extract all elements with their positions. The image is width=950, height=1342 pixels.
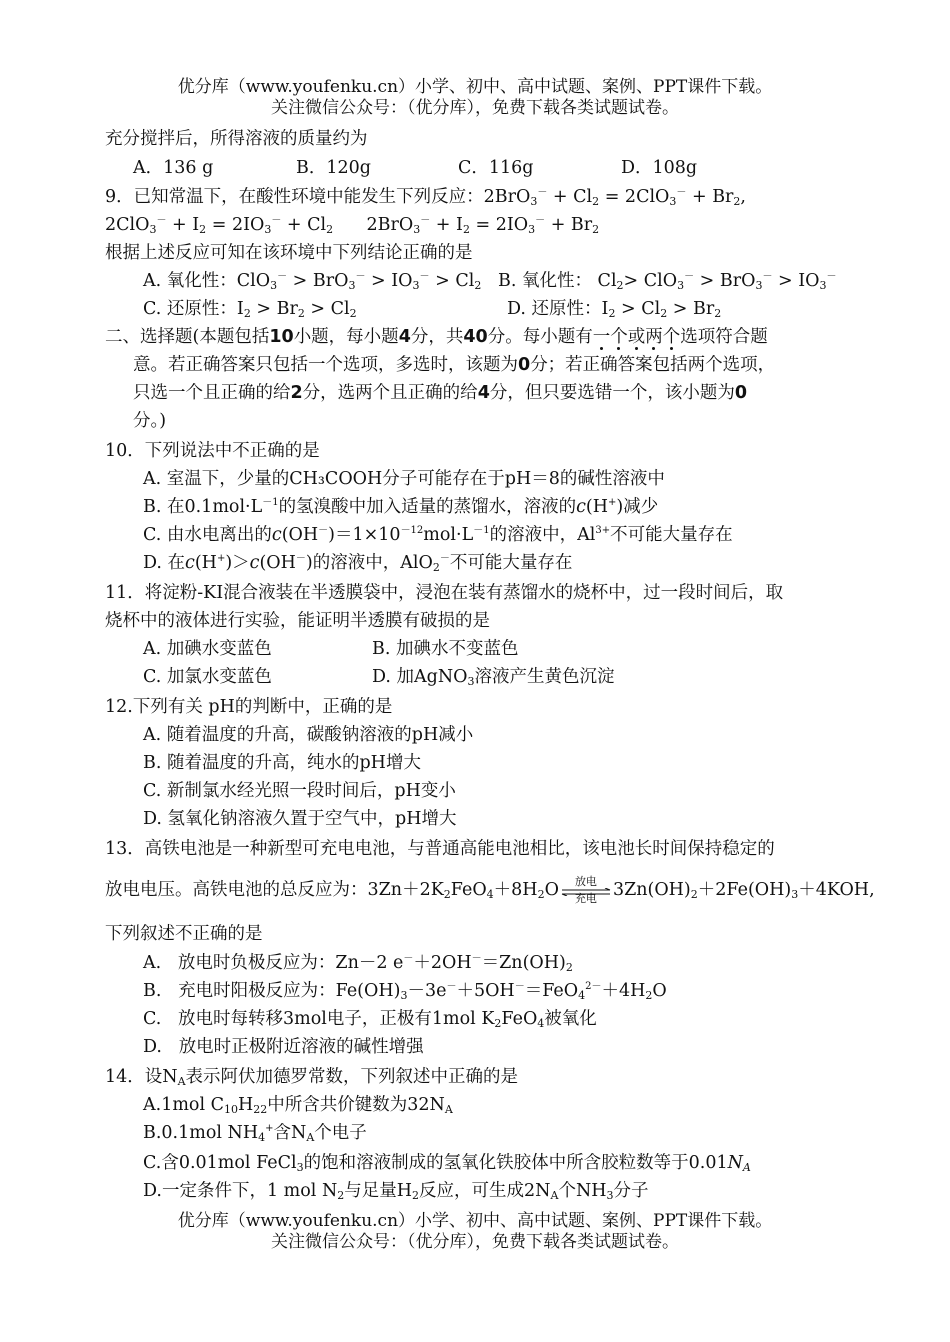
- q11-option-a: A. 加碘水变蓝色: [143, 639, 272, 659]
- q14-option-c: C.含0.01mol FeCl$_3$的饱和溶液制成的氢氧化铁胶体中所含胶粒数等于$0.01N_A$: [143, 1153, 751, 1174]
- q14-option-d: D.一定条件下，1 mol $N_2$与足量$H_2$反应，可生成$2N_A$个$NH_3$分子: [143, 1181, 649, 1202]
- q10-c-post: 的溶液中，Al: [489, 525, 596, 545]
- q14-d-mid: 与足量H: [344, 1181, 413, 1201]
- q13-d-text: 放电时正极附近溶液的碱性增强: [178, 1037, 424, 1057]
- s2-t1: 二、选择题(本题包括: [105, 327, 270, 347]
- q10-b-mid: 的氢溴酸中加入适量的蒸馏水，溶液的: [278, 497, 577, 517]
- q13-b-text: 充电时阳极反应为：Fe(OH): [178, 981, 401, 1001]
- section2-instructions-line3: [133, 380, 747, 406]
- q14-a-pre: A.1mol C: [143, 1095, 225, 1115]
- q11-option-d: D. 加AgNO$_3$溶液产生黄色沉淀: [372, 667, 615, 688]
- q13-option-b: B. 充电时阳极反应为：$Fe(OH)_3-3e^-+5OH^-=FeO_4^{2-}+4H_2O$: [143, 981, 667, 1002]
- q10-option-d: D. 在c(H+)＞c(OH－)的溶液中，AlO$_2$－不可能大量存在: [143, 553, 573, 574]
- q13-option-d: [143, 1034, 424, 1060]
- s2-t4: 分。每小题有: [487, 327, 593, 347]
- q9-option-b: B. 氧化性： $Cl_2> ClO_3^- > BrO_3^- > IO_3^-$: [498, 271, 837, 292]
- q14-a-mid: 中所含共价键数为32N: [267, 1095, 445, 1115]
- q8-option-d: D．108g: [621, 158, 698, 178]
- s2-t5: 选项符合题: [680, 327, 768, 347]
- q11-stem-line1: 11．将淀粉-KI混合液装在半透膜袋中，浸泡在装有蒸馏水的烧杯中，过一段时间后，取: [105, 583, 784, 603]
- q14-stem-post: 表示阿伏加德罗常数，下列叙述中正确的是: [185, 1067, 519, 1087]
- arrow-label-charge: 充电: [574, 891, 597, 905]
- q10-b-post: 减少: [623, 497, 659, 517]
- q14-b-pre: B.0.1mol NH: [143, 1123, 259, 1143]
- section2-instructions-line1: [105, 324, 768, 350]
- q14-option-b: B.0.1mol $NH_4^+$含$N_A$个电子: [143, 1123, 367, 1144]
- q13-a-text: 放电时负极反应为：Zn－2 e: [177, 953, 404, 973]
- q9-equations: $2ClO_3^- + I_2 = 2IO_3^- + Cl_2$ $2BrO_3^- + I_2 = 2IO_3^- + Br_2$: [105, 215, 600, 236]
- q13-a-label: A.: [143, 953, 162, 973]
- q13-c-post: 被氧化: [544, 1009, 597, 1029]
- q13-c-label: C.: [143, 1009, 162, 1029]
- s2-n40: 40: [463, 327, 488, 347]
- q13-d-label: D.: [143, 1037, 162, 1057]
- footer-line-2: 关注微信公众号：（优分库），免费下载各类试题试卷。: [271, 1232, 679, 1252]
- q10-c-mid: ＝1×10: [334, 525, 401, 545]
- q14-stem-pre: 14．设N: [105, 1067, 178, 1087]
- q14-option-a: A.1mol $C_{10}H_{22}$中所含共价键数为$32N_A$: [143, 1095, 453, 1116]
- q10-d-pre: D. 在: [143, 553, 186, 573]
- q14-c-post: 的饱和溶液制成的氢氧化铁胶体中所含胶粒数等于0.01: [303, 1153, 728, 1173]
- q11-option-b: B. 加碘水不变蓝色: [372, 639, 519, 659]
- q11-stem-line2: 烧杯中的液体进行实验，能证明半透膜有破损的是: [105, 611, 490, 631]
- q12-option-d: D. 氢氧化钠溶液久置于空气中，pH增大: [143, 809, 457, 829]
- q13-option-a: A. 放电时负极反应为：Zn－2 $e^-+2OH^-=Zn(OH)_2$: [143, 953, 573, 974]
- s2-t2: 小题，每小题: [293, 327, 399, 347]
- q9-option-c: C. 还原性：$I_2 > Br_2 > Cl_2$: [143, 299, 357, 320]
- s2-t7: 分；若正确答案包括两个选项，: [530, 355, 776, 375]
- section2-instructions-line4: 分。): [133, 411, 167, 431]
- s2-dotted-emphasis: [593, 327, 681, 347]
- q10-d-post: 的溶液中，AlO: [312, 553, 433, 573]
- header-line-2: 关注微信公众号：（优分库），免费下载各类试题试卷。: [271, 98, 679, 118]
- q8-option-b: B．120g: [296, 158, 371, 178]
- q10-c-end: 不可能大量存在: [610, 525, 733, 545]
- q13-option-c: C. 放电时每转移3mol电子，正极有1mol $K_2FeO_4$被氧化: [143, 1009, 597, 1030]
- q13-stem-line3: 下列叙述不正确的是: [105, 924, 263, 944]
- arrow-label-discharge: 放电: [574, 874, 597, 888]
- q9-question: 根据上述反应可知在该环境中下列结论正确的是: [105, 243, 473, 263]
- q12-stem: 12.下列有关 pH的判断中，正确的是: [105, 697, 393, 717]
- s2-n10: 10: [269, 327, 294, 347]
- emphasis-char-4: 个: [662, 327, 681, 347]
- s2-t6: 意。若正确答案只包括一个选项，多选时，该题为: [133, 355, 518, 375]
- s2-n0b: 0: [734, 383, 748, 403]
- q9-intro: 9．已知常温下，在酸性环境中能发生下列反应：: [105, 187, 484, 207]
- q14-d-post: 分子: [613, 1181, 649, 1201]
- q13-stem-line2: 放电电压。高铁电池的总反应为：$3Zn+2K_2FeO_4+8H_2O$ 放电 充电 $3Zn(OH)_2+2Fe(OH)_3+4KOH$,: [105, 874, 875, 905]
- q14-b-mid: 含N: [273, 1123, 307, 1143]
- q10-c-pre: C. 由水电离出的: [143, 525, 272, 545]
- q8-option-c: C．116g: [458, 158, 534, 178]
- s2-n0a: 0: [518, 355, 531, 375]
- q14-c-pre: C.含0.01mol FeCl: [143, 1153, 297, 1173]
- emphasis-char-2: 或: [627, 327, 646, 347]
- s2-t8: 只选一个且正确的给: [133, 383, 291, 403]
- s2-t10: 分，但只要选错一个，该小题为: [489, 383, 735, 403]
- q9-option-a: A. 氧化性：$ClO_3^- > BrO_3^- > IO_3^- > Cl_2$: [143, 271, 482, 292]
- q10-option-c: C. 由水电离出的$c(OH^-)=1\times 10^{-12}mol\cdot L^{-1}$的溶液中，$Al^{3+}$不可能大量存在: [143, 525, 733, 545]
- s2-n4b: 4: [477, 383, 490, 403]
- q12-option-a: A. 随着温度的升高，碳酸钠溶液的pH减小: [143, 725, 474, 745]
- q10-option-a: A. 室温下，少量的CH₃COOH分子可能存在于pH＝8的碱性溶液中: [143, 469, 665, 489]
- q14-d-mid2: 反应，可生成2N: [419, 1181, 551, 1201]
- q10-option-b: B. 在$0.1mol\cdot L^{-1}$的氢溴酸中加入适量的蒸馏水，溶液的c(H+)减少: [143, 497, 659, 517]
- q10-stem: 10．下列说法中不正确的是: [105, 441, 320, 461]
- q14-d-mid3: 个NH: [558, 1181, 607, 1201]
- reversible-arrow-icon: [560, 874, 612, 905]
- s2-n2: 2: [290, 383, 303, 403]
- q9-stem: 9．已知常温下，在酸性环境中能发生下列反应：$2BrO_3^- + Cl_2 = 2ClO_3^- + Br_2$,: [105, 187, 746, 208]
- q14-b-post: 个电子: [314, 1123, 367, 1143]
- q8-option-a: A．136 g: [133, 158, 214, 178]
- q11-d-pre: D. 加AgNO: [372, 667, 468, 687]
- header-line-1: 优分库（www.youfenku.cn）小学、初中、高中试题、案例、PPT课件下载。: [177, 77, 773, 97]
- q14-d-pre: D.一定条件下，1 mol N: [143, 1181, 338, 1201]
- q12-option-b: B. 随着温度的升高，纯水的pH增大: [143, 753, 421, 773]
- emphasis-char-3: 两: [645, 327, 663, 347]
- q10-b-pre: B. 在0.1mol·L: [143, 497, 263, 517]
- s2-t9: 分，选两个且正确的给: [302, 383, 478, 403]
- q8-stem: 充分搅拌后，所得溶液的质量约为: [105, 129, 368, 149]
- q11-option-c: C. 加氯水变蓝色: [143, 667, 272, 687]
- q14-stem: 14．设$N_A$表示阿伏加德罗常数，下列叙述中正确的是: [105, 1067, 519, 1088]
- q13-stem2-pre: 放电电压。高铁电池的总反应为：: [105, 880, 368, 900]
- footer-line-1: 优分库（www.youfenku.cn）小学、初中、高中试题、案例、PPT课件下载。: [177, 1211, 773, 1231]
- q10-d-end: 不可能大量存在: [449, 553, 573, 573]
- s2-t3: 分，共: [410, 327, 464, 347]
- q9-option-d: D. 还原性：$I_2 > Cl_2 > Br_2$: [507, 299, 722, 320]
- q11-d-post: 溶液产生黄色沉淀: [474, 667, 615, 687]
- q13-c-pre: 放电时每转移3mol电子，正极有1mol K: [178, 1009, 495, 1029]
- q12-option-c: C. 新制氯水经光照一段时间后，pH变小: [143, 781, 456, 801]
- s2-n4: 4: [398, 327, 411, 347]
- q13-b-label: B.: [143, 981, 162, 1001]
- q10-d-mid: ＞: [232, 553, 250, 573]
- emphasis-char-1: 个: [610, 327, 628, 347]
- emphasis-char-0: 一: [592, 327, 611, 347]
- q10-c-unit: mol·L: [423, 525, 474, 545]
- section2-instructions-line2: [133, 352, 775, 378]
- q13-stem-line1: 13．高铁电池是一种新型可充电电池，与普通高能电池相比，该电池长时间保持稳定的: [105, 839, 775, 859]
